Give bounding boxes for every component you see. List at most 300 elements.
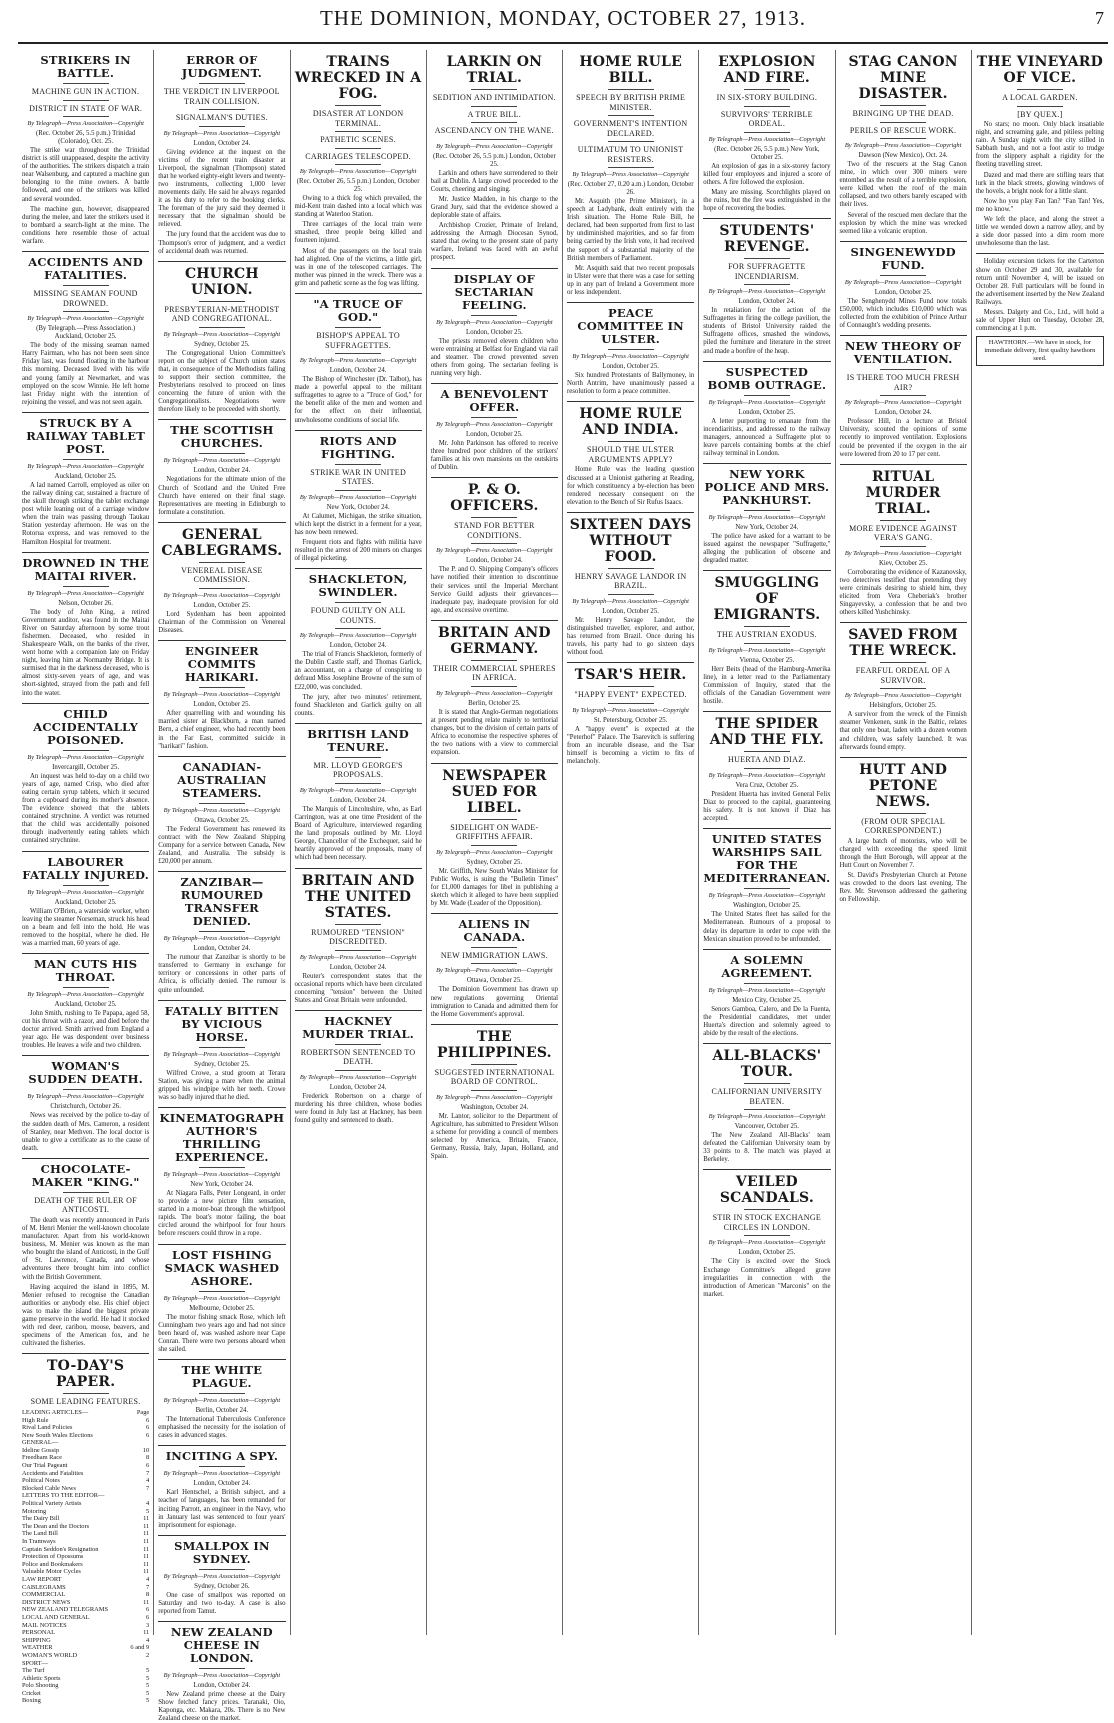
headline-rule bbox=[608, 167, 654, 168]
headline-rule bbox=[744, 768, 790, 769]
features-row bbox=[22, 1454, 149, 1462]
press-credit: By Telegraph—Press Association—Copyright bbox=[163, 935, 281, 943]
press-credit: By Telegraph—Press Association—Copyright bbox=[436, 967, 553, 975]
article-dateline: Kiev, October 25. bbox=[878, 559, 928, 567]
headline-rule bbox=[744, 395, 790, 396]
headline-rule bbox=[63, 116, 109, 117]
headline-rule bbox=[63, 459, 109, 460]
article bbox=[840, 469, 967, 618]
press-credit: By Telegraph—Press Association—Copyright bbox=[299, 1073, 417, 1081]
article-paragraph: At Niagara Falls, Peter Longeard, in order to provide a new picture film sensation, started in a motor-boat through the whirlpool rapids. The boat's motor failing, the boat circled around the whirlpool for four hours before rescuers could throw in a rope. bbox=[158, 1190, 286, 1238]
article-paragraph: The death was recently announced in Paris of M. Henri Menier the well-known chocolate manufacturer. Apart from his world-known business, M. Menier was known as the man who bought the island of Anticosti, in the Gulf of St. Lawrence, Canada, and whose adventures there brought him into conflict with the British Government. bbox=[22, 1216, 150, 1281]
article bbox=[840, 246, 967, 330]
article bbox=[158, 1112, 285, 1239]
headline-rule bbox=[744, 983, 790, 984]
article-dateline: London, October 24. bbox=[193, 945, 251, 953]
features-row bbox=[22, 1470, 149, 1478]
headline-rule bbox=[335, 105, 381, 106]
article-subheadline: THE AUSTRIAN EXODUS. bbox=[716, 630, 817, 640]
press-credit: By Telegraph—Press Association—Copyright bbox=[708, 771, 826, 779]
headline-rule bbox=[471, 963, 517, 964]
feature-page: 11 bbox=[143, 1515, 150, 1523]
article-headline: SAVED FROM THE WRECK. bbox=[848, 627, 959, 660]
article-divider bbox=[158, 522, 285, 523]
headline-rule bbox=[335, 353, 381, 354]
headline-rule bbox=[744, 284, 790, 285]
article-headline: HUTT AND PETONE NEWS. bbox=[859, 761, 948, 810]
column-8 bbox=[972, 50, 1108, 1635]
page-number: 7 bbox=[1095, 8, 1104, 28]
article bbox=[431, 1029, 558, 1162]
article-paragraph: The strike war throughout the Trinidad district is still unappeased, despite the activity of the authorities. The strikers dispatch a train near Walsenburg, and captured a machine gun belonging to the mine owners. A battle followed, and one of the strikers was killed and several wounded. bbox=[22, 147, 150, 203]
article-headline: THE SPIDER AND THE FLY. bbox=[709, 716, 824, 749]
features-row bbox=[22, 1591, 149, 1599]
feature-page: 7 bbox=[146, 1469, 150, 1477]
headline-rule bbox=[199, 562, 245, 563]
article bbox=[22, 54, 149, 246]
article bbox=[703, 54, 830, 213]
feature-name: DISTRICT NEWS bbox=[22, 1598, 71, 1606]
feature-name: Our Trial Pageant bbox=[22, 1462, 68, 1470]
article-headline: THE SCOTTISH CHURCHES. bbox=[170, 423, 274, 451]
feature-page: Page bbox=[136, 1408, 150, 1416]
press-credit: By Telegraph—Press Association—Copyright bbox=[299, 168, 417, 175]
article-headline: FATALLY BITTEN BY VICIOUS HORSE. bbox=[164, 1003, 279, 1044]
article-headline: TRAINS WRECKED IN A FOG. bbox=[294, 54, 422, 102]
press-credit: By Telegraph—Press Association—Copyright bbox=[708, 514, 826, 522]
article bbox=[158, 424, 285, 516]
headline-rule bbox=[608, 594, 654, 595]
article-subheadline: [BY QUEX.] bbox=[1017, 109, 1063, 119]
article bbox=[22, 557, 149, 698]
feature-page: 10 bbox=[142, 1446, 150, 1454]
feature-name: Cricket bbox=[22, 1689, 41, 1697]
feature-name: NEW ZEALAND TELEGRAMS bbox=[22, 1606, 109, 1614]
headline-rule bbox=[199, 453, 245, 454]
article-headline: HOME RULE BILL. bbox=[579, 54, 682, 86]
article bbox=[431, 625, 558, 758]
article-headline: NEWSPAPER SUED FOR LIBEL. bbox=[442, 767, 547, 816]
article bbox=[295, 1015, 422, 1125]
feature-page: 5 bbox=[146, 1507, 150, 1515]
article bbox=[22, 256, 149, 407]
article-subheadline: SIGNALMAN'S DUTIES. bbox=[175, 113, 268, 122]
article-divider bbox=[158, 1000, 285, 1001]
headline-rule bbox=[63, 750, 109, 751]
column-7 bbox=[836, 50, 972, 1635]
article-dateline: Melbourne, October 25. bbox=[189, 1304, 255, 1312]
article-subheadline: SHOULD THE ULSTER ARGUMENTS APPLY? bbox=[587, 445, 675, 464]
press-credit: By Telegraph—Press Association—Copyright bbox=[27, 1093, 144, 1101]
article-headline: THE WHITE PLAGUE. bbox=[181, 1363, 263, 1391]
feature-page: 11 bbox=[143, 1560, 150, 1568]
article-paragraph: Negotiations for the ultimate union of the Church of Scotland and the United Free Church have entered on their final stage. Representatives are meeting in Edinburgh to formulate a constitution. bbox=[158, 476, 286, 516]
article-divider bbox=[703, 570, 830, 571]
features-row bbox=[22, 1530, 149, 1538]
article-subheadline: VENEREAL DISEASE COMMISSION. bbox=[181, 565, 263, 585]
press-credit: By Telegraph—Press Association—Copyright bbox=[299, 357, 417, 365]
article-dateline: (Rec. October 27, 0.20 a.m.) London, October 26. bbox=[567, 181, 694, 196]
press-credit: By Telegraph—Press Association—Copyright bbox=[27, 315, 144, 323]
article-dateline: (Rec. October 26, 5.5 p.m.) Trinidad (Colorado), Oct. 25. bbox=[35, 130, 136, 145]
newspaper-columns bbox=[18, 50, 1108, 1723]
article-subheadline: BRINGING UP THE DEAD. bbox=[852, 109, 954, 118]
headline-rule bbox=[335, 464, 381, 465]
column-5 bbox=[563, 50, 699, 1635]
headline-rule bbox=[744, 626, 790, 627]
headline-rule bbox=[608, 441, 654, 442]
headline-rule bbox=[880, 813, 926, 814]
article-paragraph: The motor fishing smack Rose, which left Cunningham two years ago and had not since been heard of, was washed ashore near Cape Conran. There were two persons aboard when she sailed. bbox=[158, 1313, 286, 1353]
features-row bbox=[22, 1675, 149, 1683]
article bbox=[158, 266, 285, 415]
article-dateline: London, October 24. bbox=[193, 467, 251, 475]
article bbox=[295, 573, 422, 718]
article-dateline: New York, October 24. bbox=[326, 503, 390, 511]
article-divider bbox=[431, 763, 558, 764]
headline-rule bbox=[63, 885, 109, 886]
feature-name: LOCAL AND GENERAL bbox=[22, 1613, 90, 1621]
features-row bbox=[22, 1424, 149, 1432]
article-subheadline: SEDITION AND INTIMIDATION. bbox=[432, 93, 556, 102]
headline-rule bbox=[471, 315, 517, 316]
article-dateline: London, October 25. bbox=[738, 1249, 796, 1257]
headline-rule bbox=[880, 122, 926, 123]
feature-name: CABLEGRAMS bbox=[22, 1583, 66, 1591]
feature-name: GENERAL— bbox=[22, 1439, 59, 1447]
article-paragraph: Mr. Asquith said that two recent proposals in Ulster were that there was a case for setting up in any part of Ireland a Government more or less independent. bbox=[567, 264, 695, 297]
headline-rule bbox=[471, 106, 517, 107]
article-dateline: Vancouver, October 25. bbox=[734, 1123, 800, 1131]
article-paragraph: President Huerta has invited General Felix Diaz to proceed to the capital, guaranteeing his safety. It is not known if Diaz has accepted. bbox=[703, 790, 831, 823]
article-dateline: Washington, October 25. bbox=[732, 902, 801, 910]
feature-page: 11 bbox=[143, 1629, 150, 1637]
article-headline: SHACKLETON, SWINDLER. bbox=[308, 572, 408, 600]
article-divider bbox=[22, 552, 149, 553]
article-headline: SMUGGLING OF EMIGRANTS. bbox=[713, 575, 821, 624]
article-subheadline: SOME LEADING FEATURES. bbox=[30, 1397, 141, 1407]
feature-page: 4 bbox=[146, 1575, 150, 1583]
article-divider bbox=[431, 383, 558, 384]
feature-page: 5 bbox=[146, 1682, 150, 1690]
article-headline: STUDENTS' REVENGE. bbox=[719, 223, 815, 256]
press-credit: By Telegraph—Press Association—Copyright bbox=[436, 318, 553, 326]
article-paragraph: John Smith, rushing to Te Papapa, aged 58, cut his throat with a razor, and died before the doctor arrived. Smith arrived from England a year ago. He was despondent over business troubles. He leaves a wife and two children. bbox=[22, 1009, 150, 1050]
article-divider bbox=[703, 1043, 830, 1044]
column-1 bbox=[18, 50, 154, 1705]
article-divider bbox=[22, 1353, 149, 1354]
headline-rule bbox=[199, 83, 245, 84]
headline-rule bbox=[1017, 89, 1063, 90]
article-divider bbox=[158, 871, 285, 872]
article-headline: CHILD ACCIDENTALLY POISONED. bbox=[33, 706, 138, 747]
article-paragraph: The United States fleet has sailed for the Mediterranean. Rumours of a proposal to delay its departure in order to cope with the Mexican situation proved to be unfounded. bbox=[703, 911, 831, 943]
headline-rule bbox=[199, 687, 245, 688]
article-paragraph: Mr. Justice Madden, in his charge to the Grand Jury, said that the evidence showed a deplorable state of affairs. bbox=[430, 195, 558, 219]
article-subheadline: IS THERE TOO MUCH FRESH AIR? bbox=[846, 373, 960, 392]
article-divider bbox=[158, 756, 285, 757]
article-headline: BRITAIN AND THE UNITED STATES. bbox=[301, 872, 415, 921]
press-credit: By Telegraph—Press Association—Copyright bbox=[163, 1294, 281, 1302]
feature-page: 11 bbox=[143, 1538, 150, 1545]
article-dateline: (By Telegraph.—Press Association.) Auckland, October 25. bbox=[36, 325, 136, 341]
article-headline: STRUCK BY A RAILWAY TABLET POST. bbox=[26, 415, 145, 456]
article-paragraph: Giving evidence at the inquest on the victims of the recent train disaster at Liverpool, the signalman (Thompson) stated that he worked eighty-eight levers and twenty-two instruments, collecting 1,000 lever movements daily. He said he always regarded it as his duty to refer to the booking clerks. The foreman of the jury said they deemed it necessary that the signalman should be relieved. bbox=[158, 148, 286, 229]
article-headline: HACKNEY MURDER TRIAL. bbox=[302, 1013, 414, 1041]
feature-page: 7 bbox=[146, 1484, 150, 1492]
article-paragraph: The Senghenydd Mines Fund now totals £50,000, which includes £10,000 which was collected from the exhibition of Prince Arthur of Connaught's wedding presents. bbox=[839, 297, 967, 330]
headline-rule bbox=[199, 1047, 245, 1048]
feature-page: 11 bbox=[143, 1530, 150, 1538]
article-subheadline: SURVIVORS' TERRIBLE ORDEAL. bbox=[720, 109, 813, 128]
article bbox=[567, 307, 694, 396]
article-paragraph: Mr. John Parkinson has offered to receive three hundred poor children of the strikers' families at his own mansions on the outskirts of Dublin. bbox=[430, 440, 558, 472]
article-headline: ACCIDENTS AND FATALITIES. bbox=[28, 255, 143, 283]
feature-page: 5 bbox=[146, 1697, 150, 1705]
headline-rule bbox=[335, 757, 381, 758]
article-paragraph: The New Zealand All-Blacks' team defeated the Californian University team by 33 points to 8. The match was played at Berkeley. bbox=[703, 1132, 831, 1164]
article-paragraph: Messrs. Dalgety and Co., Ltd., will hold a sale of Upper Hutt on Tuesday, October 28, commencing at 1 p.m. bbox=[975, 308, 1104, 333]
article-headline: STRIKERS IN BATTLE. bbox=[40, 53, 131, 80]
article-paragraph: The Federal Government has renewed its contract with the New Zealand Shipping Company for a service between Canada, New Zealand, and Australia. The subsidy is £20,000 per annum. bbox=[158, 825, 286, 866]
feature-name: Athletic Sports bbox=[22, 1674, 61, 1682]
article-paragraph: A lad named Carroll, employed as oiler on the railway dining car, sustained a fracture of the skull through striking the tablet exchange post while leaning out of a carriage window when the train was passing through Taukau Station yesterday afternoon. He was on the Rotorua express, and was removed to the Hamilton Hospital for treatment. bbox=[22, 481, 150, 546]
article-subheadline: MISSING SEAMAN FOUND DROWNED. bbox=[33, 289, 138, 308]
article-subheadline: STIR IN STOCK EXCHANGE CIRCLES IN LONDON. bbox=[712, 1213, 822, 1232]
article-headline: ENGINEER COMMITS HARIKARI. bbox=[184, 644, 259, 685]
headline-rule bbox=[199, 1291, 245, 1292]
feature-page: 5 bbox=[146, 1674, 150, 1682]
headline-rule bbox=[744, 1109, 790, 1110]
article-dateline: London, October 24. bbox=[329, 796, 387, 804]
article-paragraph: Home Rule was the leading question discussed at a Unionist gathering at Reading, for which constituency a by-election has been rendered necessary consequent on the elevation to the Bench of Sir Rufus Isaacs. bbox=[567, 466, 695, 506]
article bbox=[158, 645, 285, 750]
article-paragraph: Professor Hill, in a lecture at Bristol University, scouted the opinions of some recently to improved ventilation. Explosions could be prevented if the oxygen in the air were lowered from 20 to 17 per cent. bbox=[839, 418, 967, 458]
article bbox=[703, 716, 830, 823]
features-row bbox=[22, 1644, 149, 1652]
feature-page: 6 bbox=[146, 1416, 150, 1424]
article-headline: ERROR OF JUDGMENT. bbox=[181, 53, 262, 80]
article-headline: NEW YORK POLICE AND MRS. PANKHURST. bbox=[704, 467, 830, 508]
feature-page: 6 bbox=[146, 1606, 150, 1614]
headline-rule bbox=[880, 520, 926, 521]
headline-rule bbox=[608, 686, 654, 687]
article-paragraph: A letter purporting to emanate from the incendiaritists, and addressed to the railway managers, announced a Suffragette plot to leave parcels containing bombs at the chief railway terminal in London. bbox=[703, 417, 831, 457]
article-dateline: Ottawa, October 25. bbox=[194, 816, 250, 824]
article-divider bbox=[295, 723, 422, 724]
headline-rule bbox=[744, 132, 790, 133]
article-dateline: (Rec. October 26, 5.5 p.m.) London, October 25. bbox=[296, 178, 420, 193]
feature-page: 11 bbox=[143, 1568, 150, 1576]
article-divider bbox=[567, 512, 694, 513]
article-paragraph: An inquest was held to-day on a child two years of age, named Crisp, who died after eating certain syrup tablets, which it secured from a cupboard during its mother's absence. The evidence showed that the tablets contained strychnine. A verdict was returned that the child was accidentally poisoned through inadvertently eating tablets which contained strychnine. bbox=[22, 772, 150, 845]
article-divider bbox=[158, 1244, 285, 1245]
features-row bbox=[22, 1432, 149, 1440]
article-dateline: Auckland, October 25. bbox=[54, 472, 117, 480]
article-subheadline: STAND FOR BETTER CONDITIONS. bbox=[454, 521, 535, 540]
article-subheadline: FEARFUL ORDEAL OF A SURVIVOR. bbox=[855, 666, 951, 685]
article bbox=[295, 298, 422, 425]
feature-page: 4 bbox=[146, 1636, 150, 1644]
article bbox=[976, 54, 1104, 248]
article-subheadline: STRIKE WAR IN UNITED STATES. bbox=[310, 467, 407, 487]
article-divider bbox=[22, 703, 149, 704]
article-paragraph: Corroborating the evidence of Kazanovsky, two detectives testified that pretending they were criminals desiring to shield him, they elicited from Vera Cheberiak's brother Singayevsky, a confession that he and two others killed Yushchinsky. bbox=[839, 568, 967, 617]
press-credit: By Telegraph—Press Association—Copyright bbox=[844, 399, 962, 407]
press-credit: By Telegraph—Press Association—Copyright bbox=[436, 689, 553, 697]
features-row bbox=[22, 1576, 149, 1584]
masthead bbox=[18, 4, 1108, 44]
feature-page: 2 bbox=[146, 1651, 150, 1659]
article-divider bbox=[431, 620, 558, 621]
headline-rule bbox=[471, 139, 517, 140]
article-paragraph: The Congregational Union Committee's report on the subject of Church union states that, in consequence of the Methodists failing to support their section committee, the Presbyterians resolved to proceed on lines concerning the future of union with the Congregationalists. Negotiations were therefore likely to be proceeded with shortly. bbox=[158, 349, 286, 414]
press-credit: By Telegraph—Press Association—Copyright bbox=[708, 135, 826, 143]
article bbox=[431, 388, 558, 472]
feature-page: 11 bbox=[143, 1598, 150, 1606]
article-subheadline: FOR SUFFRAGETTE INCENDIARISM. bbox=[728, 262, 806, 281]
article-dateline: Washington, October 24. bbox=[460, 1103, 529, 1111]
headline-rule bbox=[608, 141, 654, 142]
article-dateline: London, October 25. bbox=[466, 328, 523, 336]
feature-page: 4 bbox=[146, 1500, 150, 1508]
features-list bbox=[22, 1409, 149, 1705]
article-dateline: London, October 24. bbox=[329, 367, 387, 375]
feature-name: PERSONAL bbox=[22, 1629, 56, 1637]
headline-rule bbox=[63, 987, 109, 988]
article-headline: DROWNED IN THE MAITAI RIVER. bbox=[22, 555, 149, 583]
article-subheadline: THEIR COMMERCIAL SPHERES IN AFRICA. bbox=[432, 663, 556, 683]
article-divider bbox=[840, 241, 967, 242]
headline-rule bbox=[199, 327, 245, 328]
article bbox=[703, 1048, 830, 1164]
article-subheadline: CALIFORNIAN UNIVERSITY BEATEN. bbox=[711, 1087, 823, 1106]
article-dateline: Sydney, October 25. bbox=[194, 340, 250, 348]
features-row bbox=[22, 1622, 149, 1630]
article-divider bbox=[22, 1055, 149, 1056]
feature-name: Ideline Gossip bbox=[22, 1446, 60, 1454]
article-paragraph: The jury found that the accident was due to Thompson's error of judgment, and a verdict of accidental death was returned. bbox=[158, 231, 286, 255]
article-subheadline: NEW IMMIGRATION LAWS. bbox=[440, 950, 548, 960]
feature-page: 5 bbox=[146, 1689, 150, 1697]
article bbox=[976, 258, 1104, 333]
features-row bbox=[22, 1697, 149, 1705]
headline-rule bbox=[335, 1044, 381, 1045]
headline-rule bbox=[335, 783, 381, 784]
article-dateline: London, October 24. bbox=[193, 139, 251, 147]
features-row bbox=[22, 1568, 149, 1576]
article-paragraph: The priests removed eleven children who were entraining at Belfast for England via rail and steamer. The crowd prevented seven others from going. The sectarian feeling is running very high. bbox=[430, 337, 558, 377]
article-dateline: London, October 24. bbox=[738, 298, 796, 306]
article bbox=[703, 833, 830, 943]
article-paragraph: The machine gun, however, disappeared during the melee, and later the strikers used it to bombard a search-light at the mine. The conditions here resemble those of actual warfare. bbox=[22, 205, 150, 246]
feature-name: COMMERCIAL bbox=[22, 1591, 66, 1599]
article-headline: ZANZIBAR—RUMOURED TRANSFER DENIED. bbox=[180, 875, 264, 929]
press-credit: By Telegraph—Press Association—Copyright bbox=[844, 142, 962, 149]
headline-rule bbox=[471, 947, 517, 948]
headline-rule bbox=[63, 83, 109, 84]
features-row bbox=[22, 1409, 149, 1417]
article-divider bbox=[158, 419, 285, 420]
press-credit: By Telegraph—Press Association—Copyright bbox=[27, 589, 144, 597]
press-credit: By Telegraph—Press Association—Copyright bbox=[708, 1113, 826, 1121]
feature-name: The Land Bill bbox=[22, 1530, 58, 1538]
feature-page: 5 bbox=[146, 1667, 150, 1675]
article-paragraph: News was received by the police to-day of the sudden death of Mrs. Cameron, a resident of Stanley, near Methven. The local doctor is unable to give a certificate as to the cause of death. bbox=[22, 1112, 150, 1152]
article-subheadline: "HAPPY EVENT" EXPECTED. bbox=[574, 690, 687, 700]
article-paragraph: Dazed and mad there are stifling tears that lurk in the black streets, glowing windows of the hovels, a bright nook for a little slant. bbox=[975, 171, 1104, 195]
article bbox=[703, 575, 830, 706]
article-paragraph: Several of the rescued men declare that the explosion by which the mine was wrecked seemed like a volcanic eruption. bbox=[839, 211, 967, 235]
press-credit: By Telegraph—Press Association—Copyright bbox=[436, 421, 553, 428]
article-paragraph: Frederick Robertson on a charge of murdering his three children, whose bodies were found in July last at Hackney, has been found guilty and sentenced to death. bbox=[294, 1092, 422, 1125]
article-dateline: New York, October 24. bbox=[190, 1181, 254, 1188]
article-divider bbox=[431, 913, 558, 914]
press-credit: By Telegraph—Press Association—Copyright bbox=[163, 129, 281, 137]
article-paragraph: A survivor from the wreck of the Finnish steamer Venkenen, sunk in the Baltic, relates that only one boat, laden with a dozen women and children, was safely launched. It was afterwards found empty. bbox=[839, 711, 967, 751]
article-paragraph: We left the place, and along the street a little we wended down a narrow alley, and by a side door passed into a dim room more unwholesome than the last. bbox=[975, 216, 1104, 248]
feature-page: 6 bbox=[146, 1424, 150, 1432]
features-row bbox=[22, 1523, 149, 1531]
headline-rule bbox=[471, 845, 517, 846]
press-credit: By Telegraph—Press Association—Copyright bbox=[163, 806, 281, 814]
feature-page: 8 bbox=[146, 1454, 150, 1462]
feature-name: Captain Seddon's Resignation bbox=[22, 1545, 99, 1553]
article-paragraph: In retaliation for the action of the Suffragettes in firing the college pavilion, the students of Bristol University raided the Suffragette offices, smashed the windows, piled the furniture and literature in the street and made a bonfire of the heap. bbox=[703, 307, 831, 355]
article-dateline: New York, October 24. bbox=[735, 524, 799, 532]
article bbox=[22, 1163, 149, 1349]
features-row bbox=[22, 1637, 149, 1645]
article-divider bbox=[22, 1158, 149, 1159]
article-headline: BRITISH LAND TENURE. bbox=[307, 726, 409, 754]
article bbox=[158, 527, 285, 635]
article bbox=[431, 54, 558, 263]
features-row bbox=[22, 1477, 149, 1485]
features-row bbox=[22, 1538, 149, 1546]
headline-rule bbox=[471, 89, 517, 90]
feature-name: In Tramways bbox=[22, 1538, 56, 1545]
press-credit: By Telegraph—Press Association—Copyright bbox=[436, 848, 553, 856]
article-dateline: Berlin, October 25. bbox=[468, 699, 521, 707]
feature-page: 6 bbox=[146, 1613, 150, 1621]
headline-rule bbox=[199, 931, 245, 932]
article bbox=[431, 768, 558, 908]
headline-rule bbox=[471, 819, 517, 820]
column-6 bbox=[699, 50, 835, 1635]
features-row bbox=[22, 1508, 149, 1516]
headline-rule bbox=[199, 1668, 245, 1669]
press-credit: By Telegraph—Press Association—Copyright bbox=[163, 1470, 281, 1478]
headline-rule bbox=[744, 258, 790, 259]
headline-rule bbox=[471, 1064, 517, 1065]
features-row bbox=[22, 1462, 149, 1470]
feature-name: Freedham Race bbox=[22, 1454, 62, 1462]
article bbox=[431, 482, 558, 615]
article-paragraph: After quarrelling with and wounding his married sister at Blackburn, a man named Bern, a chief engineer, who had recently been in the Far East, committed suicide in "harikari" fashion. bbox=[158, 710, 286, 750]
article bbox=[567, 517, 694, 657]
article-dateline: Nelson, October 26. bbox=[58, 599, 113, 607]
headline-rule bbox=[744, 1209, 790, 1210]
article-subheadline: PATHETIC SCENES. bbox=[320, 135, 396, 144]
feature-name: Political Variety Artists bbox=[22, 1500, 82, 1508]
article-subheadline: DEATH OF THE RULER OF ANTICOSTI. bbox=[34, 1195, 137, 1215]
article-paragraph: The body of the missing seaman named Harry Fairman, who has not been seen since Friday last, was found floating in the harbour this morning. Deceased lived with his wife and young family at Newmarket, and was employed on the scow Winnie. He left home last Friday night with the intention of rejoining the vessel, and was not seen again. bbox=[22, 342, 150, 406]
headline-rule bbox=[880, 105, 926, 106]
article-headline: INCITING A SPY. bbox=[165, 1449, 279, 1464]
headline-rule bbox=[471, 686, 517, 687]
article-paragraph: New Zealand prime cheese at the Dairy Show fetched fancy prices. Taranaki, Oio, Kaponga, etc. Makara, 20s. There is no New Zealand cheese on the market. bbox=[158, 1691, 286, 1723]
article-headline: HOME RULE AND INDIA. bbox=[579, 406, 682, 439]
